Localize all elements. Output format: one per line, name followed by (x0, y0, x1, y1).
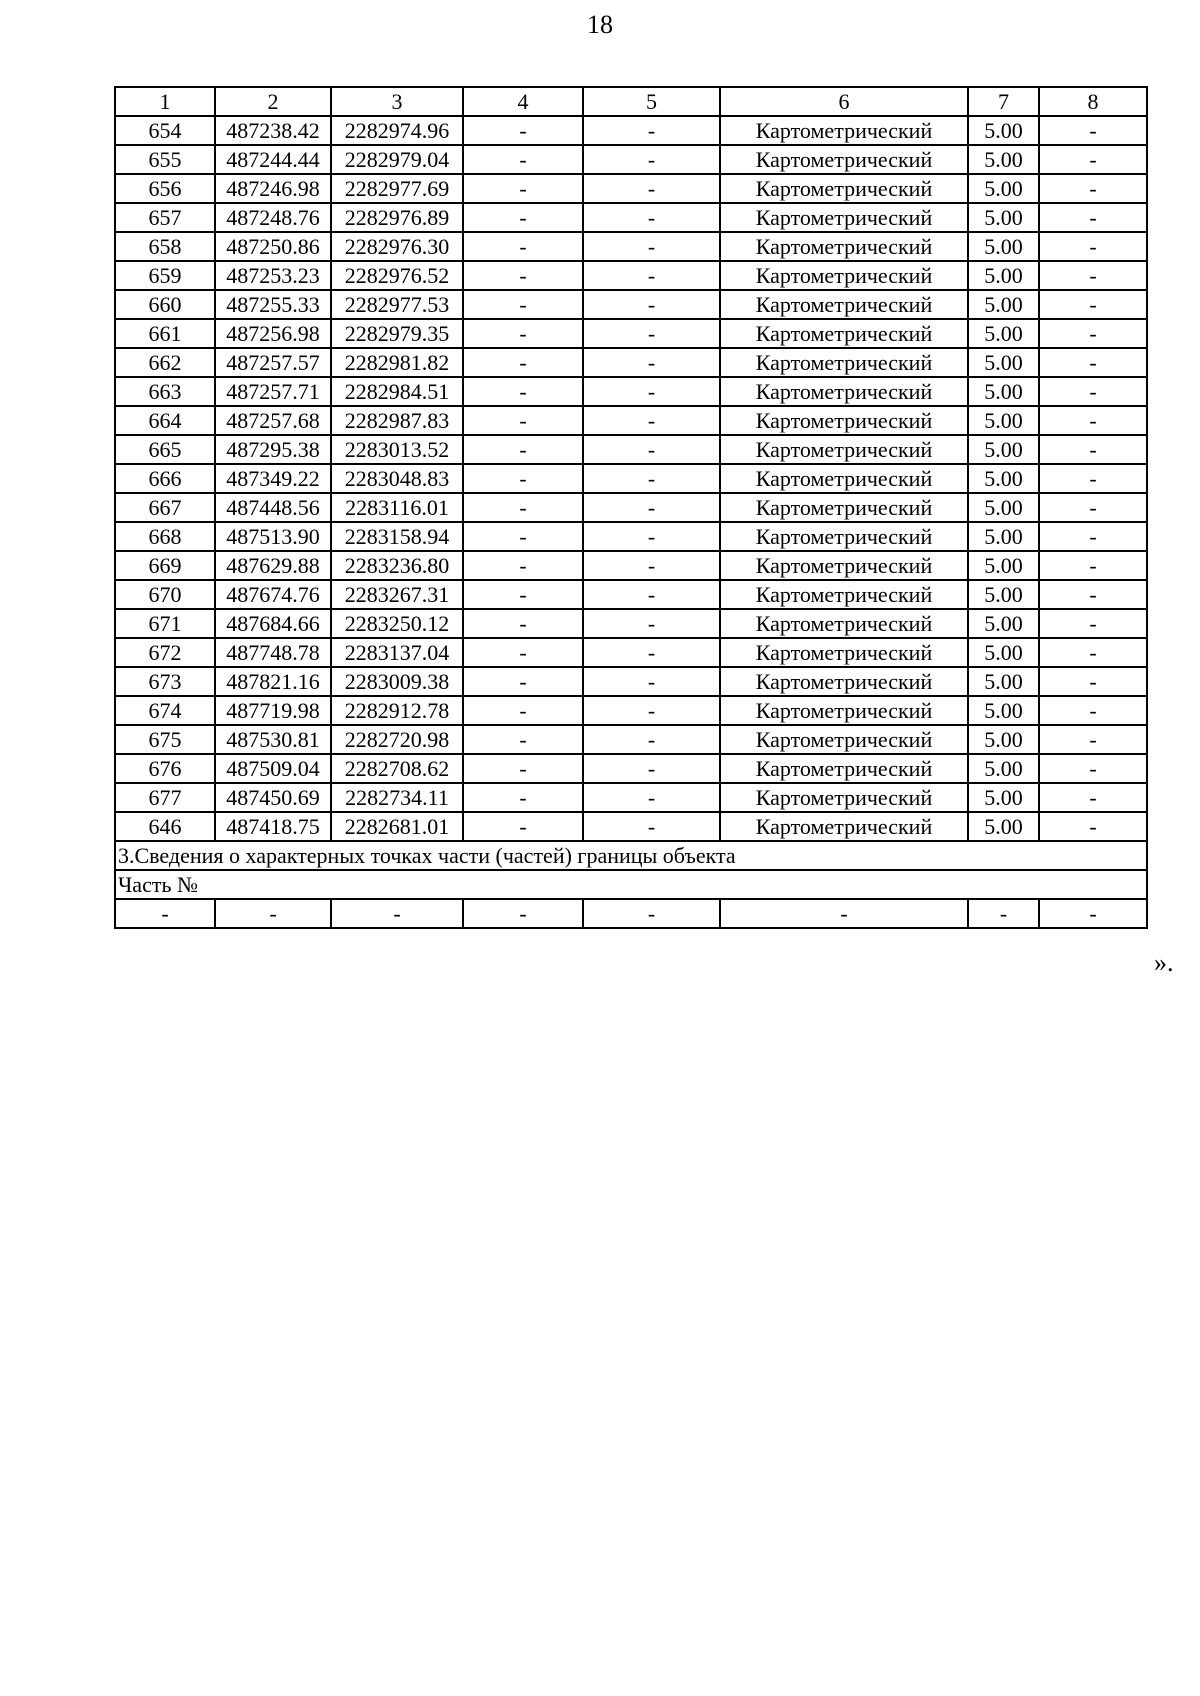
table-cell: 675 (115, 725, 215, 754)
table-cell: - (463, 754, 583, 783)
table-row (115, 232, 1147, 261)
table-cell: 5.00 (968, 667, 1039, 696)
table-cell: - (583, 725, 720, 754)
table-cell: 487295.38 (215, 435, 331, 464)
table-cell: Картометрический (720, 522, 968, 551)
table-cell: - (463, 319, 583, 348)
header-cell: 2 (215, 87, 331, 116)
table-cell: Картометрический (720, 725, 968, 754)
table-cell: 2282984.51 (331, 377, 463, 406)
table-cell: 5.00 (968, 290, 1039, 319)
table-cell: - (583, 783, 720, 812)
table-cell: - (583, 348, 720, 377)
table-cell: 667 (115, 493, 215, 522)
table-cell: 5.00 (968, 464, 1039, 493)
table-cell: Картометрический (720, 319, 968, 348)
table-cell: 487238.42 (215, 116, 331, 145)
part-label-row (115, 870, 1147, 899)
table-cell: Картометрический (720, 348, 968, 377)
table-cell: - (1039, 493, 1147, 522)
table-cell: 2283267.31 (331, 580, 463, 609)
table-cell: 487509.04 (215, 754, 331, 783)
table-cell: - (463, 609, 583, 638)
table-cell: 666 (115, 464, 215, 493)
table-cell: - (1039, 406, 1147, 435)
table-cell: - (583, 145, 720, 174)
empty-cell: - (968, 899, 1039, 928)
table-cell: - (583, 522, 720, 551)
table-cell: - (583, 754, 720, 783)
table-cell: - (1039, 319, 1147, 348)
table-cell: 487349.22 (215, 464, 331, 493)
table-cell: Картометрический (720, 406, 968, 435)
coordinates-table (114, 86, 1148, 929)
empty-row (115, 899, 1147, 928)
table-cell: 2282976.30 (331, 232, 463, 261)
table-cell: 2282981.82 (331, 348, 463, 377)
section-title: 3.Сведения о характерных точках части (частей) границы объекта (115, 841, 1147, 870)
table-cell: - (1039, 232, 1147, 261)
table-row (115, 609, 1147, 638)
table-cell: 487256.98 (215, 319, 331, 348)
table-row (115, 754, 1147, 783)
table-cell: 487748.78 (215, 638, 331, 667)
table-cell: 487530.81 (215, 725, 331, 754)
table-cell: 2283236.80 (331, 551, 463, 580)
table-row (115, 348, 1147, 377)
table-cell: - (1039, 725, 1147, 754)
table-cell: Картометрический (720, 203, 968, 232)
table-row (115, 145, 1147, 174)
table-cell: - (1039, 812, 1147, 841)
table-cell: - (463, 580, 583, 609)
table-cell: 487257.71 (215, 377, 331, 406)
table-cell: - (1039, 174, 1147, 203)
table-cell: Картометрический (720, 783, 968, 812)
table-cell: 663 (115, 377, 215, 406)
table-cell: 646 (115, 812, 215, 841)
table-cell: - (583, 261, 720, 290)
table-cell: - (1039, 261, 1147, 290)
table-body (115, 87, 1147, 928)
header-row (115, 87, 1147, 116)
table-cell: - (583, 667, 720, 696)
table-cell: - (463, 783, 583, 812)
table-cell: 487255.33 (215, 290, 331, 319)
table-cell: - (583, 812, 720, 841)
table-cell: - (583, 435, 720, 464)
table-cell: 5.00 (968, 406, 1039, 435)
table-cell: 2283158.94 (331, 522, 463, 551)
table-cell: 487448.56 (215, 493, 331, 522)
table-cell: 5.00 (968, 638, 1039, 667)
table-cell: - (1039, 290, 1147, 319)
table-cell: 661 (115, 319, 215, 348)
table-cell: 656 (115, 174, 215, 203)
table-cell: - (1039, 377, 1147, 406)
table-cell: 487684.66 (215, 609, 331, 638)
table-cell: 654 (115, 116, 215, 145)
empty-cell: - (1039, 899, 1147, 928)
table-cell: Картометрический (720, 116, 968, 145)
table-row (115, 174, 1147, 203)
table-cell: 673 (115, 667, 215, 696)
table-cell: 487674.76 (215, 580, 331, 609)
table-cell: 5.00 (968, 493, 1039, 522)
table-cell: - (1039, 522, 1147, 551)
table-cell: 2282734.11 (331, 783, 463, 812)
table-cell: Картометрический (720, 377, 968, 406)
table-cell: 5.00 (968, 435, 1039, 464)
table-cell: - (1039, 754, 1147, 783)
table-cell: 487257.68 (215, 406, 331, 435)
table-cell: - (1039, 609, 1147, 638)
table-cell: - (583, 203, 720, 232)
table-cell: - (463, 638, 583, 667)
table-cell: - (463, 261, 583, 290)
table-cell: 2282976.89 (331, 203, 463, 232)
table-cell: 5.00 (968, 754, 1039, 783)
table-cell: 5.00 (968, 725, 1039, 754)
table-cell: 5.00 (968, 696, 1039, 725)
table-cell: Картометрический (720, 696, 968, 725)
table-row (115, 464, 1147, 493)
table-cell: 670 (115, 580, 215, 609)
table-cell: - (583, 551, 720, 580)
header-cell: 8 (1039, 87, 1147, 116)
table-cell: 5.00 (968, 522, 1039, 551)
table-cell: - (1039, 145, 1147, 174)
header-cell: 5 (583, 87, 720, 116)
empty-cell: - (720, 899, 968, 928)
table-cell: 5.00 (968, 319, 1039, 348)
table-cell: - (583, 696, 720, 725)
table-cell: - (463, 232, 583, 261)
table-cell: Картометрический (720, 493, 968, 522)
header-cell: 1 (115, 87, 215, 116)
table-cell: - (463, 464, 583, 493)
table-cell: 655 (115, 145, 215, 174)
table-cell: 2283116.01 (331, 493, 463, 522)
table-row (115, 406, 1147, 435)
header-cell: 4 (463, 87, 583, 116)
table-row (115, 725, 1147, 754)
table-cell: 2282977.53 (331, 290, 463, 319)
table-cell: - (463, 812, 583, 841)
table-cell: Картометрический (720, 232, 968, 261)
table-cell: 487244.44 (215, 145, 331, 174)
table-cell: Картометрический (720, 464, 968, 493)
table-cell: 5.00 (968, 232, 1039, 261)
table-row (115, 435, 1147, 464)
table-cell: 2282979.04 (331, 145, 463, 174)
table-cell: 2282979.35 (331, 319, 463, 348)
table-row (115, 812, 1147, 841)
table-cell: - (583, 493, 720, 522)
section-title-row (115, 841, 1147, 870)
table-cell: 487418.75 (215, 812, 331, 841)
table-cell: - (463, 290, 583, 319)
table-row (115, 551, 1147, 580)
table-row (115, 116, 1147, 145)
part-label: Часть № (115, 870, 1147, 899)
table-cell: 5.00 (968, 551, 1039, 580)
table-row (115, 696, 1147, 725)
table-cell: 5.00 (968, 812, 1039, 841)
table-cell: 674 (115, 696, 215, 725)
empty-cell: - (463, 899, 583, 928)
table-cell: 671 (115, 609, 215, 638)
table-cell: 677 (115, 783, 215, 812)
table-cell: - (463, 522, 583, 551)
table-cell: 2282977.69 (331, 174, 463, 203)
table-cell: - (1039, 464, 1147, 493)
table-cell: 5.00 (968, 377, 1039, 406)
table-cell: 660 (115, 290, 215, 319)
table-cell: Картометрический (720, 435, 968, 464)
table-cell: 487250.86 (215, 232, 331, 261)
table-cell: 5.00 (968, 116, 1039, 145)
table-cell: 5.00 (968, 580, 1039, 609)
table-cell: - (463, 493, 583, 522)
table-cell: - (583, 319, 720, 348)
table-cell: 487719.98 (215, 696, 331, 725)
header-cell: 7 (968, 87, 1039, 116)
table-cell: Картометрический (720, 145, 968, 174)
table-cell: - (583, 609, 720, 638)
header-cell: 3 (331, 87, 463, 116)
table-cell: 2282708.62 (331, 754, 463, 783)
table-cell: - (463, 406, 583, 435)
table-cell: 657 (115, 203, 215, 232)
table-cell: - (1039, 696, 1147, 725)
closing-quote: ». (1154, 948, 1174, 977)
table-cell: - (583, 116, 720, 145)
table-cell: 2282974.96 (331, 116, 463, 145)
empty-cell: - (215, 899, 331, 928)
table-cell: 2283250.12 (331, 609, 463, 638)
table-cell: - (1039, 551, 1147, 580)
table-row (115, 493, 1147, 522)
table-cell: - (583, 406, 720, 435)
table-cell: 668 (115, 522, 215, 551)
table-cell: - (463, 116, 583, 145)
table-cell: 2282912.78 (331, 696, 463, 725)
table-cell: 669 (115, 551, 215, 580)
table-cell: - (583, 290, 720, 319)
table-cell: 2282681.01 (331, 812, 463, 841)
table-cell: 487513.90 (215, 522, 331, 551)
header-cell: 6 (720, 87, 968, 116)
table-cell: - (1039, 435, 1147, 464)
table-cell: 2283048.83 (331, 464, 463, 493)
table-cell: Картометрический (720, 261, 968, 290)
table-cell: Картометрический (720, 812, 968, 841)
table-row (115, 580, 1147, 609)
table-cell: - (463, 551, 583, 580)
table-cell: - (1039, 203, 1147, 232)
table-cell: 665 (115, 435, 215, 464)
table-cell: - (463, 203, 583, 232)
empty-cell: - (583, 899, 720, 928)
table-row (115, 522, 1147, 551)
table-cell: - (1039, 116, 1147, 145)
table-row (115, 261, 1147, 290)
table-cell: - (583, 174, 720, 203)
table-cell: 487450.69 (215, 783, 331, 812)
table-row (115, 667, 1147, 696)
table-cell: 487821.16 (215, 667, 331, 696)
table-cell: - (463, 377, 583, 406)
table-cell: 2283137.04 (331, 638, 463, 667)
table-cell: 659 (115, 261, 215, 290)
table-cell: Картометрический (720, 754, 968, 783)
table-cell: 2283013.52 (331, 435, 463, 464)
table-cell: 5.00 (968, 783, 1039, 812)
table-cell: 658 (115, 232, 215, 261)
empty-cell: - (115, 899, 215, 928)
table-cell: 5.00 (968, 203, 1039, 232)
table-cell: - (463, 174, 583, 203)
table-cell: 487246.98 (215, 174, 331, 203)
table-cell: 2282976.52 (331, 261, 463, 290)
table-cell: Картометрический (720, 667, 968, 696)
table-cell: 2282720.98 (331, 725, 463, 754)
table-cell: - (463, 145, 583, 174)
table-cell: Картометрический (720, 551, 968, 580)
table-cell: 487629.88 (215, 551, 331, 580)
table-cell: - (583, 232, 720, 261)
table-row (115, 319, 1147, 348)
table-row (115, 377, 1147, 406)
table-cell: 487257.57 (215, 348, 331, 377)
table-cell: 672 (115, 638, 215, 667)
table-row (115, 290, 1147, 319)
table-cell: - (1039, 638, 1147, 667)
table-cell: 487248.76 (215, 203, 331, 232)
table-cell: 5.00 (968, 145, 1039, 174)
table-cell: - (583, 580, 720, 609)
table-cell: - (1039, 348, 1147, 377)
empty-cell: - (331, 899, 463, 928)
table-cell: Картометрический (720, 290, 968, 319)
table-cell: - (463, 696, 583, 725)
table-cell: Картометрический (720, 580, 968, 609)
table-cell: - (1039, 667, 1147, 696)
table-cell: - (1039, 783, 1147, 812)
table-cell: 5.00 (968, 261, 1039, 290)
table-cell: - (583, 638, 720, 667)
table-cell: - (583, 464, 720, 493)
table-row (115, 783, 1147, 812)
page-number: 18 (587, 10, 613, 39)
table-cell: - (463, 725, 583, 754)
table-cell: 487253.23 (215, 261, 331, 290)
table-cell: - (463, 348, 583, 377)
table-row (115, 638, 1147, 667)
table-cell: Картометрический (720, 174, 968, 203)
table-cell: - (1039, 580, 1147, 609)
table-cell: - (583, 377, 720, 406)
table-cell: 5.00 (968, 609, 1039, 638)
table-cell: Картометрический (720, 609, 968, 638)
table-cell: 2283009.38 (331, 667, 463, 696)
table-row (115, 203, 1147, 232)
table-cell: 662 (115, 348, 215, 377)
table-cell: Картометрический (720, 638, 968, 667)
table-cell: - (463, 667, 583, 696)
table-cell: 5.00 (968, 348, 1039, 377)
table-cell: 2282987.83 (331, 406, 463, 435)
table-cell: 5.00 (968, 174, 1039, 203)
table-cell: 664 (115, 406, 215, 435)
table-cell: 676 (115, 754, 215, 783)
table-cell: - (463, 435, 583, 464)
